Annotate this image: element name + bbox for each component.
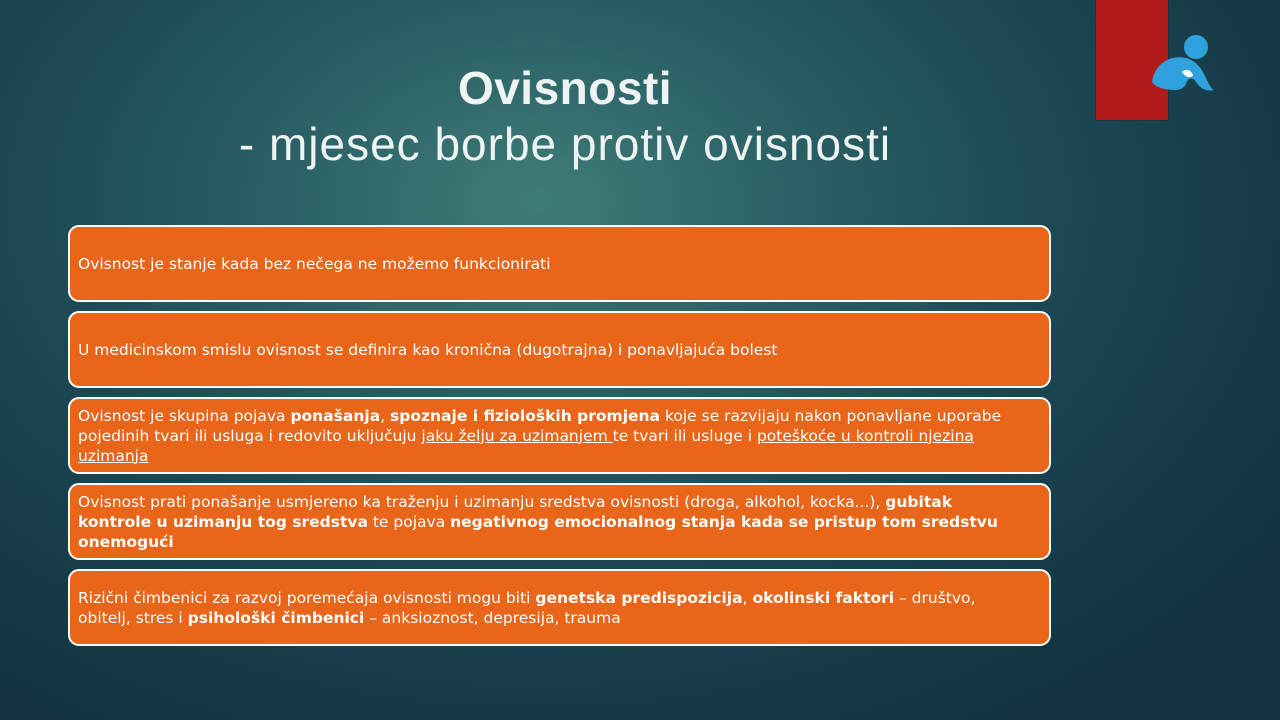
text-segment: Ovisnost je skupina pojava [78,406,291,425]
content-box [68,397,1051,474]
text-segment: Ovisnost je stanje kada bez nečega ne možemo funkcionirati [78,254,551,273]
content-box [68,311,1051,388]
text-segment: te tvari ili usluge i [612,426,757,445]
content-box-text [78,492,1029,552]
text-segment: U medicinskom smislu ovisnost se definira kao kronična (dugotrajna) i ponavljajuća bolest [78,340,778,359]
text-segment: – društvo, obitelj, stres i [78,588,976,627]
text-segment: koje se razvijaju nakon ponavljane uporabe pojedinih tvari ili usluga i redovito uključuju [78,406,1002,445]
bold-text: genetska predispozicija [535,588,743,607]
content-box-text [78,340,1029,360]
slide-title: Ovisnosti [457,62,673,114]
text-segment: Rizični čimbenici za razvoj poremećaja ovisnosti mogu biti [78,588,536,607]
content-box [68,569,1051,646]
content-box [68,225,1051,302]
text-segment: , [380,406,391,425]
bold-text: okolinski faktori [752,588,895,607]
text-segment: Ovisnost prati ponašanje usmjereno ka traženju i uzimanju sredstva ovisnosti (droga, alkohol, kocka...), [78,492,886,511]
content-box [68,483,1051,560]
bold-text: ponašanja [290,406,381,425]
underlined-text: jaku želju za uzimanjem [421,426,613,445]
bold-text: spoznaje i fizioloških promjena [390,406,661,425]
slide-subtitle: - mjesec borbe protiv ovisnosti [238,118,892,170]
bold-text: gubitak kontrole u uzimanju tog sredstva [78,492,952,531]
bold-text: negativnog emocionalnog stanja kada se pristup tom sredstvu onemogući [78,512,998,551]
bold-text: psihološki čimbenici [187,608,365,627]
person-logo-icon [1146,32,1220,98]
text-segment: , [742,588,753,607]
text-segment: – anksioznost, depresija, trauma [364,608,621,627]
content-box-text [78,588,1029,628]
text-segment: te pojava [367,512,451,531]
underlined-text: poteškoće u kontroli njezina uzimanja [78,426,974,465]
title-block [90,60,1040,172]
content-box-text [78,254,1029,274]
content-box-text [78,406,1029,466]
